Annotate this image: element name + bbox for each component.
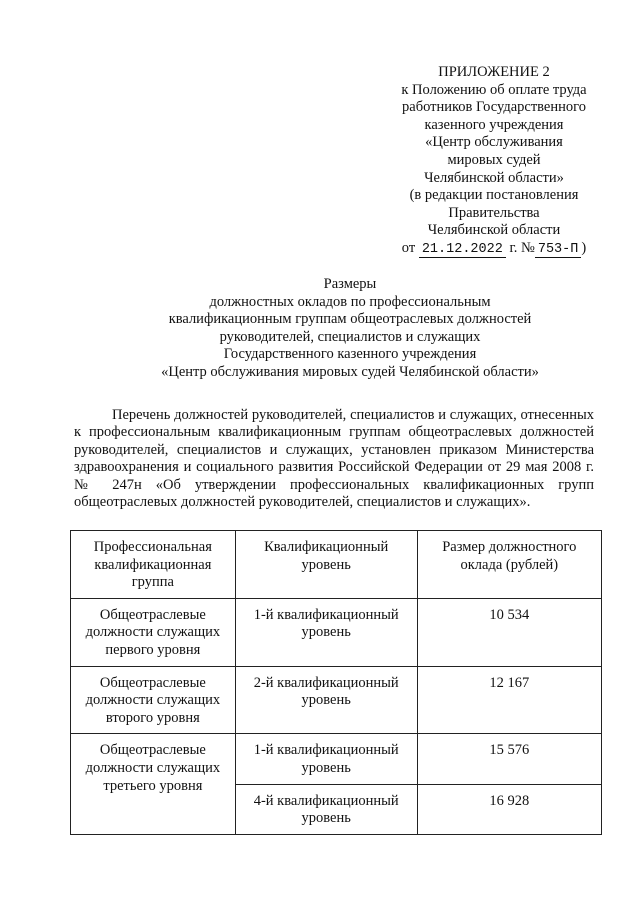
appendix-heading: ПРИЛОЖЕНИЕ 2 — [438, 64, 550, 80]
salary-table — [70, 530, 602, 835]
order-year-suffix: г. № — [509, 239, 535, 256]
title-line: Размеры — [323, 276, 377, 292]
body-paragraph: Перечень должностей руководителей, специалистов и служащих, отнесенных к профессиональным квалификационным группам общеотраслевых должностей руководителей, специалистов и служащих, установлен приказом Министерства здравоохранения и социального развития Российской Федерации от 29 мая 2008 г. № 247н «Об утверждении профессиональных квалификационных групп общеотраслевых должностей руководителей, специалистов и служащих». — [74, 406, 594, 511]
cell-level: 1-й квалификационный уровень — [235, 598, 417, 666]
table-row — [71, 734, 602, 784]
header-level: Квалификационный уровень — [235, 531, 417, 599]
appendix-line: «Центр обслуживания — [425, 134, 563, 151]
cell-salary: 10 534 — [417, 598, 601, 666]
cell-salary: 15 576 — [417, 734, 601, 784]
cell-level: 1-й квалификационный уровень — [235, 734, 417, 784]
table-header-row — [71, 531, 602, 599]
cell-level: 2-й квалификационный уровень — [235, 666, 417, 734]
appendix-line: к Положению об оплате труда — [401, 81, 587, 98]
table-row — [71, 666, 602, 734]
order-date: 21.12.2022 — [419, 242, 506, 258]
title-line: должностных окладов по профессиональным — [209, 293, 491, 310]
appendix-line: казенного учреждения — [424, 116, 564, 133]
title-line: Государственного казенного учреждения — [223, 346, 477, 363]
appendix-block — [384, 64, 604, 259]
title-line: «Центр обслуживания мировых судей Челябинской области» — [161, 363, 539, 380]
cell-salary: 16 928 — [417, 784, 601, 834]
appendix-line: Правительства — [448, 204, 540, 221]
appendix-line: Челябинской области» — [424, 169, 564, 186]
document-title — [60, 276, 640, 382]
header-group: Профессиональная квалификационная группа — [71, 531, 236, 599]
title-line: руководителей, специалистов и служащих — [219, 328, 481, 345]
order-number: 753-П — [535, 242, 582, 258]
appendix-line: Челябинской области — [427, 222, 561, 239]
appendix-line: (в редакции постановления — [409, 187, 579, 204]
table-row — [71, 598, 602, 666]
cell-salary: 12 167 — [417, 666, 601, 734]
cell-group: Общеотраслевые должности служащих второго уровня — [71, 666, 236, 734]
cell-group: Общеотраслевые должности служащих первого уровня — [71, 598, 236, 666]
cell-group: Общеотраслевые должности служащих третьего уровня — [71, 734, 236, 834]
title-line: квалификационным группам общеотраслевых должностей — [168, 311, 532, 328]
cell-level: 4-й квалификационный уровень — [235, 784, 417, 834]
appendix-line: мировых судей — [447, 151, 541, 168]
appendix-line: работников Государственного — [402, 99, 586, 116]
order-prefix: от — [401, 239, 416, 256]
header-salary: Размер должностного оклада (рублей) — [417, 531, 601, 599]
order-reference: от 21.12.2022 г. № 753-П ) — [401, 239, 587, 257]
